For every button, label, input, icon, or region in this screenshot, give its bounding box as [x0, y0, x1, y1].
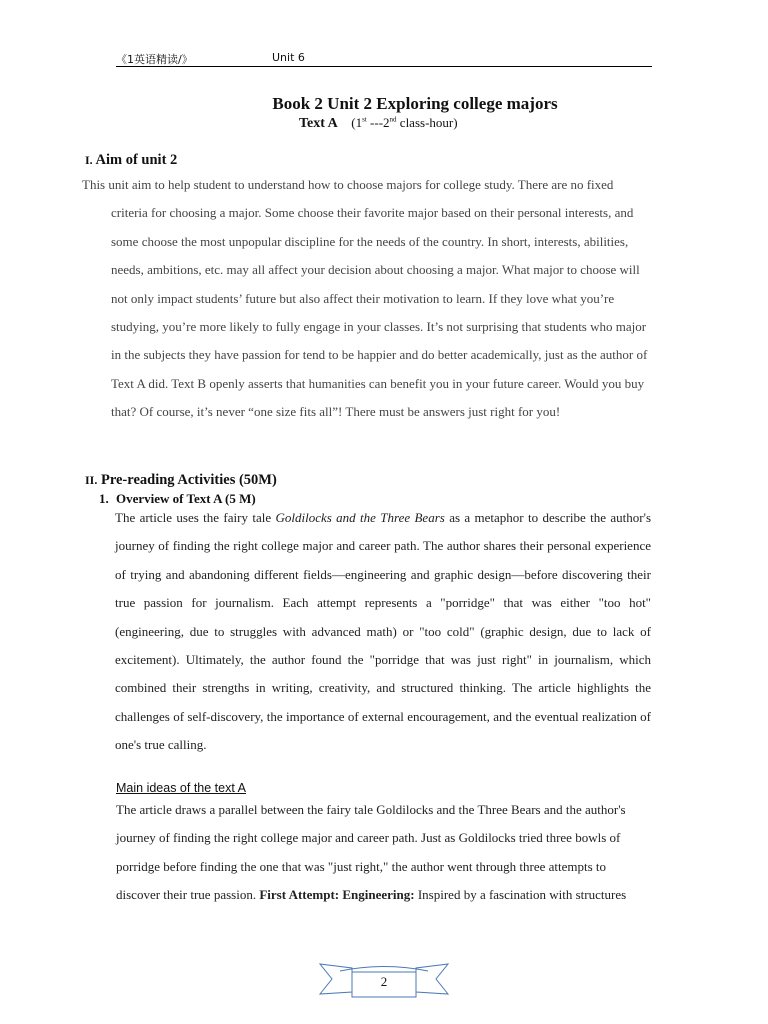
- section-1-number: I.: [85, 153, 93, 167]
- aim-first-line: This unit aim to help student to understand how to choose majors for college study. There are no fixed: [82, 177, 614, 192]
- page-subtitle: [299, 115, 458, 132]
- aim-body: criteria for choosing a major. Some choose their favorite major based on their personal interests, and some choose the most unpopular discipline for the needs of the country. In short, interests, abilities, needs, ambitions, etc. may all affect your decision about choosing a major. What major to choose will not only impact students’ future but also affect their motivation to learn. If they love what you’re studying, you’re more likely to fully engage in your classes. It’s not surprising that students who major in the subjects they have passion for tend to be happier and do better academically, just as the author of Text A did. Text B openly asserts that humanities can benefit you in your future career. Would you buy that? Of course, it’s never “one size fits all”! There must be answers just right for you!: [111, 205, 648, 420]
- section-2-number: II.: [85, 473, 98, 487]
- section-2-title: Pre-reading Activities (50M): [100, 472, 277, 488]
- section-1-title: Aim of unit 2: [95, 152, 178, 168]
- overview-paragraph: [115, 504, 651, 760]
- header-book-title: 《1英语精读/》: [116, 53, 193, 66]
- class-hour-middle: ---2: [366, 115, 390, 130]
- page-title: Book 2 Unit 2 Exploring college majors: [272, 94, 558, 113]
- main-ideas-post: Inspired by a fascination with structures: [414, 887, 627, 903]
- main-ideas-heading: Main ideas of the text A: [116, 781, 246, 795]
- subsection-1-title: Overview of Text A (5 M): [116, 491, 256, 506]
- overview-post: as a metaphor to describe the author's journey of finding the right college major and career path. The author shares their personal experience of trying and abandoning different fields—engineering and graphic design—before discovering their true passion for journalism. Each attempt represents a "porridge" that was either "too hot" (engineering, due to struggles with advanced math) or "too cold" (graphic design, due to lack of excitement). Ultimately, the author found the "porridge that was just right" in journalism, which combined their strengths in writing, creativity, and structured thinking. The article highlights the challenges of self-discovery, the importance of external encouragement, and the eventual realization of one's true calling.: [115, 510, 652, 753]
- class-hour-close: class-hour): [396, 115, 458, 130]
- header-unit: Unit 6: [272, 51, 305, 64]
- main-ideas-bold: First Attempt: Engineering:: [259, 887, 415, 903]
- overview-pre: The article uses the fairy tale: [115, 510, 276, 525]
- section-2-heading: [85, 472, 277, 489]
- class-hour-open: (1: [351, 115, 363, 130]
- class-hour: [351, 115, 457, 130]
- main-ideas-pre: The article draws a parallel between the fairy tale Goldilocks and the Three Bears and the author's journey of finding the right college major and career path. Just as Goldilocks tried three bowls of porridge before finding the one that was "just right," the author went through three attempts to discover their true passion.: [116, 802, 626, 903]
- section-1-heading: [85, 152, 177, 169]
- overview-italic-title: Goldilocks and the Three Bears: [275, 510, 445, 525]
- page-header: [116, 50, 652, 67]
- class-hour-sup-1: st: [362, 115, 367, 124]
- class-hour-sup-2: nd: [389, 115, 397, 124]
- page-number: 2: [380, 974, 388, 989]
- subsection-1-number: 1.: [99, 491, 109, 506]
- main-ideas-paragraph: [116, 796, 652, 910]
- subtitle-text: Text A: [299, 116, 338, 131]
- page-number-banner: [318, 962, 450, 1000]
- aim-paragraph: [82, 171, 652, 427]
